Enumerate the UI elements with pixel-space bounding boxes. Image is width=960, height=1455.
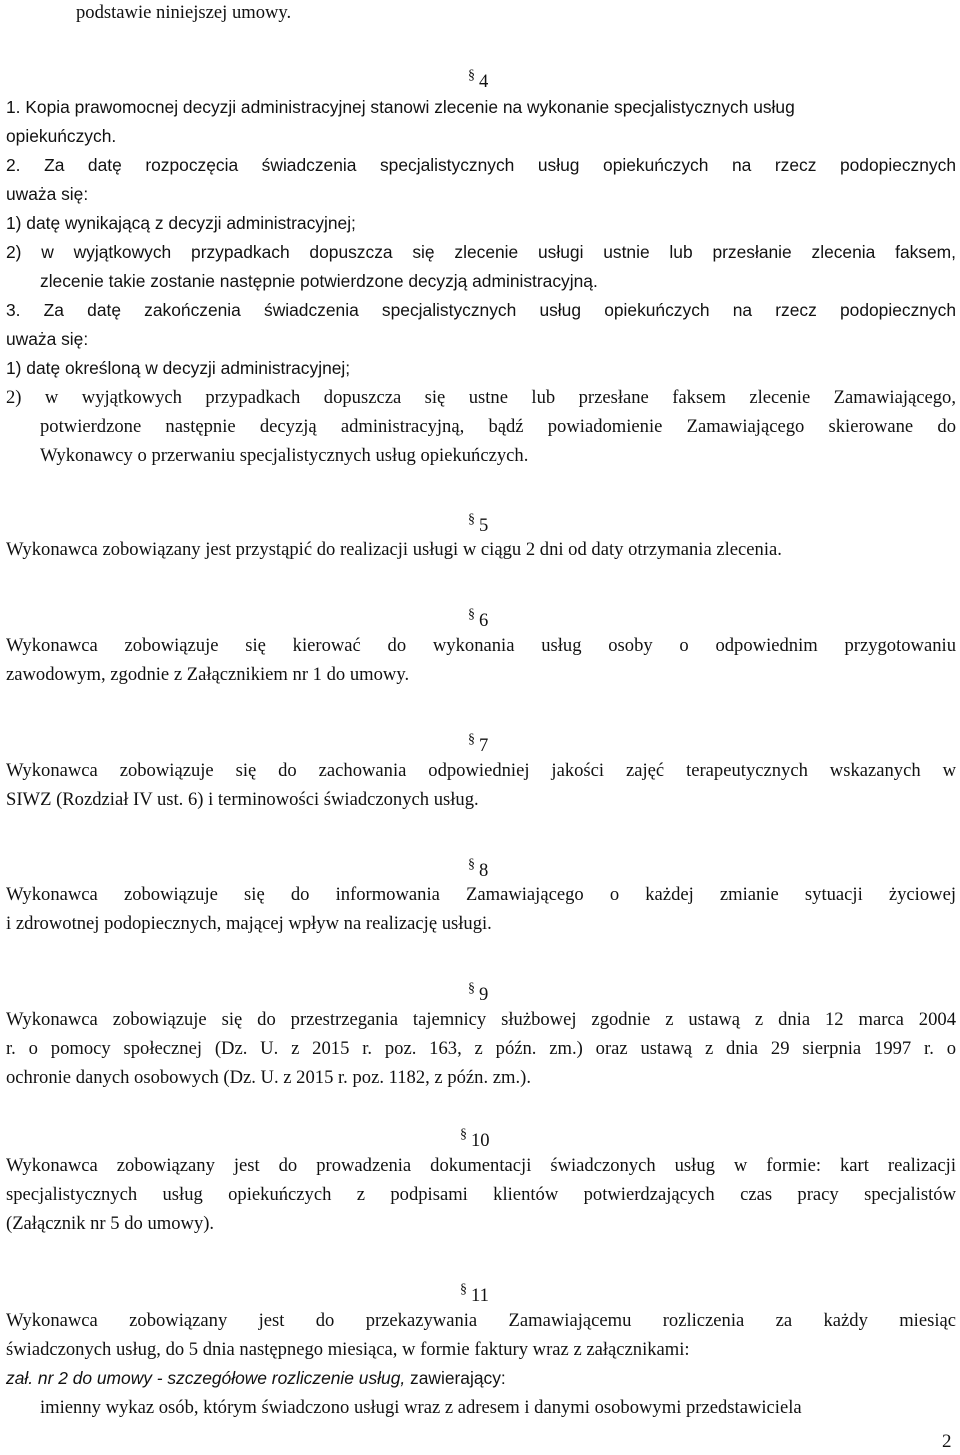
s11-line4: imienny wykaz osób, którym świadczono usługi wraz z adresem i danymi osobowymi przedstawiciela: [40, 1397, 802, 1418]
s4-item2-line1: 2. Za datę rozpoczęcia świadczenia specjalistycznych usług opiekuńczych na rzecz podopiecznych: [6, 155, 956, 175]
section-9-heading: [468, 982, 488, 1005]
section-number: 10: [471, 1130, 490, 1151]
section-symbol: §: [468, 68, 475, 83]
s9-line1: Wykonawca zobowiązuje się do przestrzegania tajemnicy służbowej zgodnie z ustawą z dnia 12 marca 2004: [6, 1009, 956, 1030]
top-fragment: podstawie niniejszej umowy.: [76, 2, 292, 23]
section-symbol: §: [468, 732, 475, 747]
section-number: 8: [479, 860, 489, 881]
s11-line3: [6, 1370, 506, 1387]
section-symbol: §: [468, 512, 475, 527]
s11-line1: Wykonawca zobowiązany jest do przekazywania Zamawiającemu rozliczenia za każdy miesiąc: [6, 1310, 956, 1331]
s10-line2: specjalistycznych usług opiekuńczych z podpisami klientów potwierdzających czas pracy specjalistów: [6, 1184, 956, 1205]
s4-item2-line2: uważa się:: [6, 184, 89, 204]
page-number: 2: [942, 1431, 952, 1452]
section-11-heading: [460, 1283, 489, 1306]
section-7-heading: [468, 733, 488, 756]
s8-line1: Wykonawca zobowiązuje się do informowania Zamawiającego o każdej zmianie sytuacji życiowej: [6, 884, 956, 905]
section-6-heading: [468, 608, 488, 631]
section-10-heading: [460, 1128, 490, 1151]
s4-item3-line2: uważa się:: [6, 329, 89, 349]
section-symbol: §: [468, 857, 475, 872]
s6-line2: zawodowym, zgodnie z Załącznikiem nr 1 do umowy.: [6, 664, 410, 685]
s4-item3-point1: 1) datę określoną w decyzji administracyjnej;: [6, 358, 351, 378]
s11-line2: świadczonych usług, do 5 dnia następnego miesiąca, w formie faktury wraz z załącznikami:: [6, 1339, 690, 1360]
section-number: 11: [471, 1285, 489, 1306]
attachment-suffix: zawierający:: [405, 1368, 506, 1388]
section-number: 5: [479, 515, 489, 536]
s8-line2: i zdrowotnej podopiecznych, mającej wpływ na realizację usługi.: [6, 913, 492, 934]
s4-item3-point2-line1: 2) w wyjątkowych przypadkach dopuszcza się ustne lub przesłane faksem zlecenie Zamawiającego,: [6, 387, 956, 408]
s4-item1-line1: 1. Kopia prawomocnej decyzji administracyjnej stanowi zlecenie na wykonanie specjalistycznych usług: [6, 97, 795, 117]
section-symbol: §: [460, 1127, 467, 1142]
s4-item2-point1: 1) datę wynikającą z decyzji administracyjnej;: [6, 213, 356, 233]
s6-line1: Wykonawca zobowiązuje się kierować do wykonania usług osoby o odpowiednim przygotowaniu: [6, 635, 956, 656]
s4-item3-point2-line3: Wykonawcy o przerwaniu specjalistycznych usług opiekuńczych.: [40, 445, 529, 466]
s4-item3-point2-line2: potwierdzone następnie decyzją administracyjną, bądź powiadomienie Zamawiającego skierowane do: [40, 416, 956, 437]
section-number: 7: [479, 735, 489, 756]
section-4-heading: [468, 69, 488, 92]
section-number: 6: [479, 610, 489, 631]
s10-line3: (Załącznik nr 5 do umowy).: [6, 1213, 215, 1234]
s4-item1-line2: opiekuńczych.: [6, 126, 117, 146]
s9-line3: ochronie danych osobowych (Dz. U. z 2015 r. poz. 1182, z późn. zm.).: [6, 1067, 531, 1088]
section-number: 4: [479, 71, 489, 92]
section-5-heading: [468, 513, 488, 536]
attachment-reference: zał. nr 2 do umowy - szczegółowe rozliczenie usług,: [6, 1368, 406, 1388]
s4-item3-line1: 3. Za datę zakończenia świadczenia specjalistycznych usług opiekuńczych na rzecz podopiecznych: [6, 300, 956, 320]
s5-line1: Wykonawca zobowiązany jest przystąpić do realizacji usługi w ciągu 2 dni od daty otrzymania zlecenia.: [6, 539, 782, 560]
s7-line1: Wykonawca zobowiązuje się do zachowania odpowiedniej jakości zajęć terapeutycznych wskazanych w: [6, 760, 956, 781]
s7-line2: SIWZ (Rozdział IV ust. 6) i terminowości świadczonych usług.: [6, 789, 479, 810]
s10-line1: Wykonawca zobowiązany jest do prowadzenia dokumentacji świadczonych usług w formie: kart realizacji: [6, 1155, 956, 1176]
s4-item2-point2-line1: 2) w wyjątkowych przypadkach dopuszcza się zlecenie usługi ustnie lub przesłanie zlecenia faksem,: [6, 242, 956, 262]
s9-line2: r. o pomocy społecznej (Dz. U. z 2015 r. poz. 163, z późn. zm.) oraz ustawą z dnia 29 sierpnia 1997 r. o: [6, 1038, 956, 1059]
s4-item2-point2-line2: zlecenie takie zostanie następnie potwierdzone decyzją administracyjną.: [40, 271, 598, 291]
section-symbol: §: [468, 607, 475, 622]
section-symbol: §: [468, 981, 475, 996]
section-number: 9: [479, 984, 489, 1005]
section-8-heading: [468, 858, 488, 881]
section-symbol: §: [460, 1282, 467, 1297]
